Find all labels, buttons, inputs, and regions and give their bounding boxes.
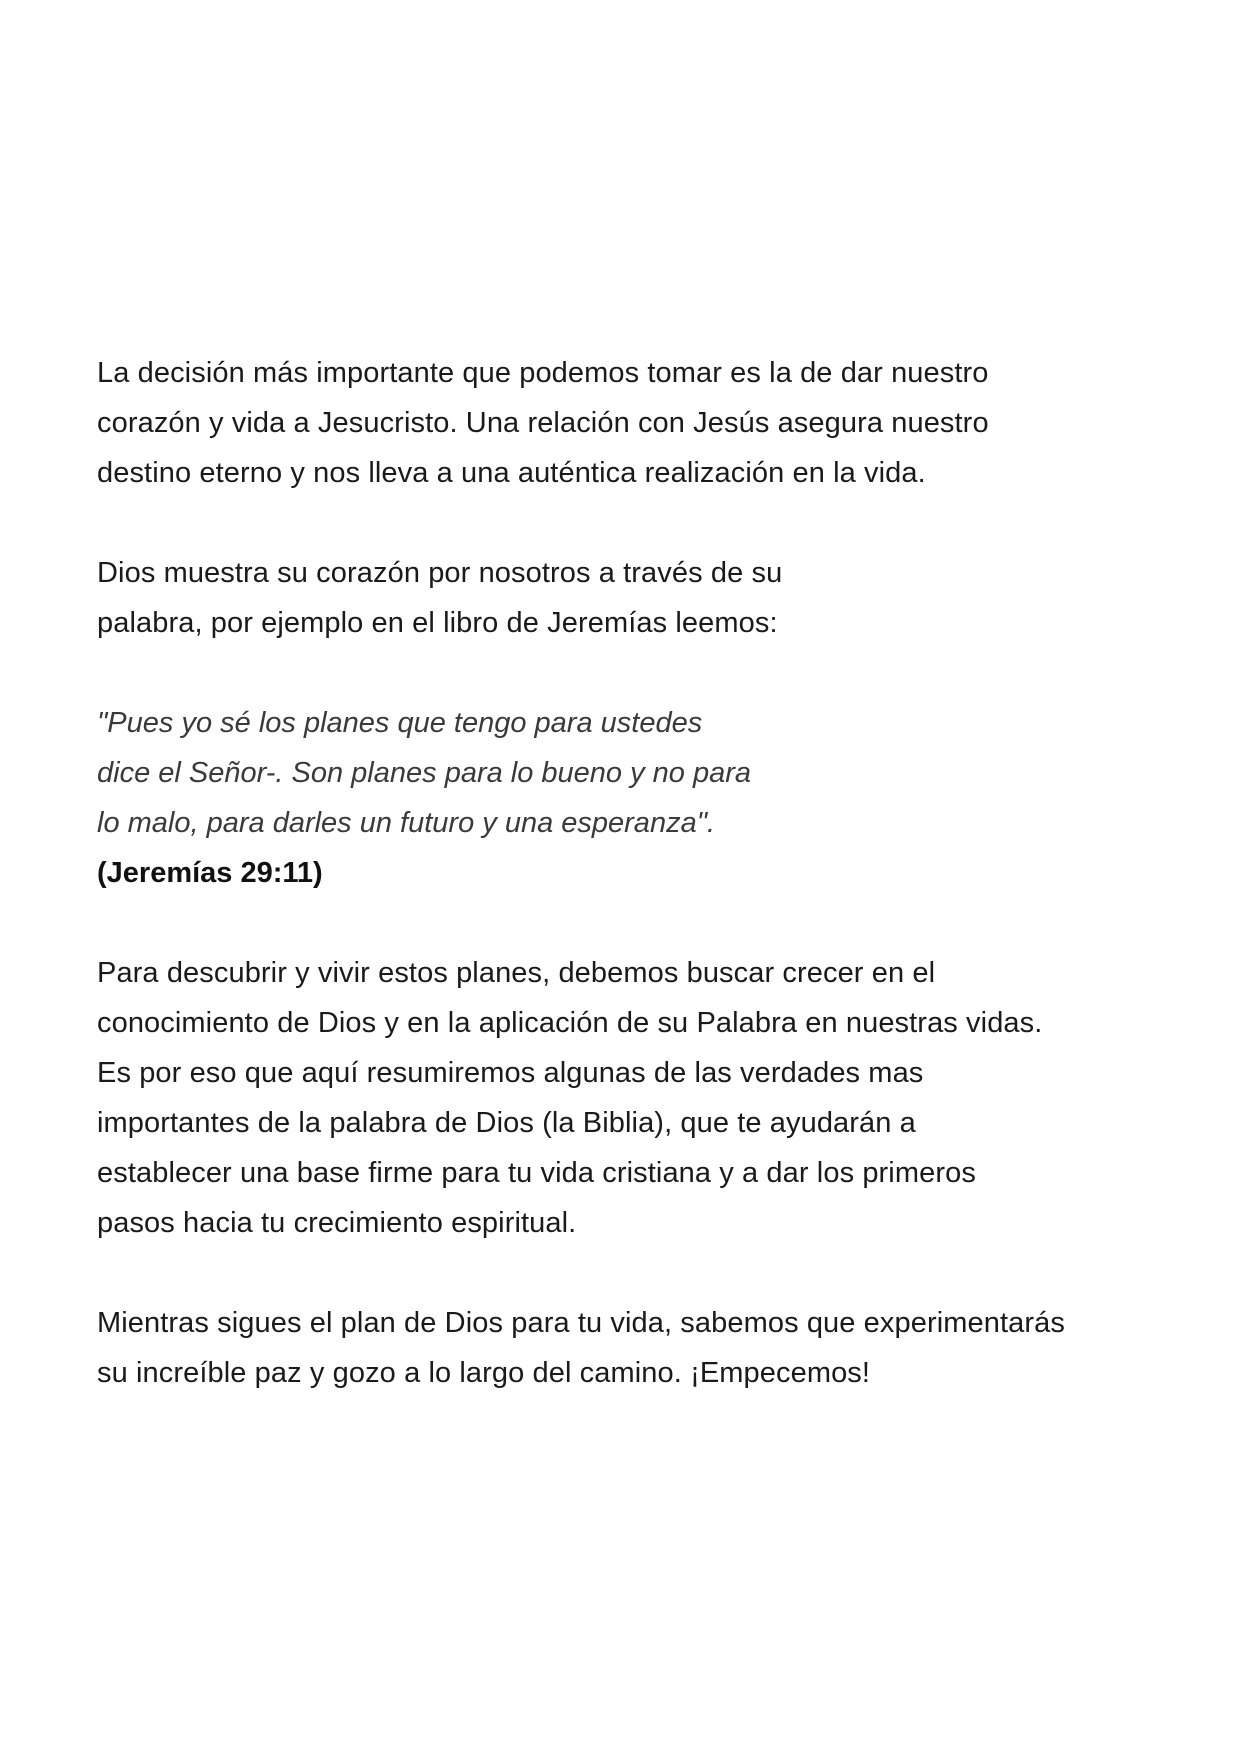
growth-line: importantes de la palabra de Dios (la Biblia), que te ayudarán a xyxy=(97,1107,916,1139)
growth-line: Es por eso que aquí resumiremos algunas de las verdades mas xyxy=(97,1057,924,1089)
growth-paragraph xyxy=(97,948,1177,1248)
quote-line: dice el Señor-. Son planes para lo bueno y no para xyxy=(97,757,752,789)
paragraph-spacer xyxy=(97,898,1177,948)
paragraph-spacer xyxy=(97,1248,1177,1298)
closing-line: su increíble paz y gozo a lo largo del camino. ¡Empecemos! xyxy=(97,1357,871,1389)
god-word-line: palabra, por ejemplo en el libro de Jeremías leemos: xyxy=(97,607,778,639)
paragraph-spacer xyxy=(97,648,1177,698)
god-word-paragraph xyxy=(97,548,1177,648)
scripture-quote xyxy=(97,698,1177,848)
paragraph-spacer xyxy=(97,498,1177,548)
intro-line: corazón y vida a Jesucristo. Una relación con Jesús asegura nuestro xyxy=(97,407,989,439)
growth-line: establecer una base firme para tu vida cristiana y a dar los primeros xyxy=(97,1157,976,1189)
document-body xyxy=(97,348,1177,1398)
intro-line: destino eterno y nos lleva a una auténtica realización en la vida. xyxy=(97,457,926,489)
growth-line: Para descubrir y vivir estos planes, debemos buscar crecer en el xyxy=(97,957,936,989)
quote-line: lo malo, para darles un futuro y una esperanza". xyxy=(97,807,716,839)
scripture-reference: (Jeremías 29:11) xyxy=(97,857,323,889)
intro-paragraph xyxy=(97,348,1177,498)
quote-line: "Pues yo sé los planes que tengo para ustedes xyxy=(97,707,703,739)
god-word-line: Dios muestra su corazón por nosotros a través de su xyxy=(97,557,783,589)
growth-line: conocimiento de Dios y en la aplicación de su Palabra en nuestras vidas. xyxy=(97,1007,1043,1039)
growth-line: pasos hacia tu crecimiento espiritual. xyxy=(97,1207,577,1239)
closing-paragraph xyxy=(97,1298,1177,1398)
closing-line: Mientras sigues el plan de Dios para tu vida, sabemos que experimentarás xyxy=(97,1307,1065,1339)
intro-line: La decisión más importante que podemos tomar es la de dar nuestro xyxy=(97,357,989,389)
